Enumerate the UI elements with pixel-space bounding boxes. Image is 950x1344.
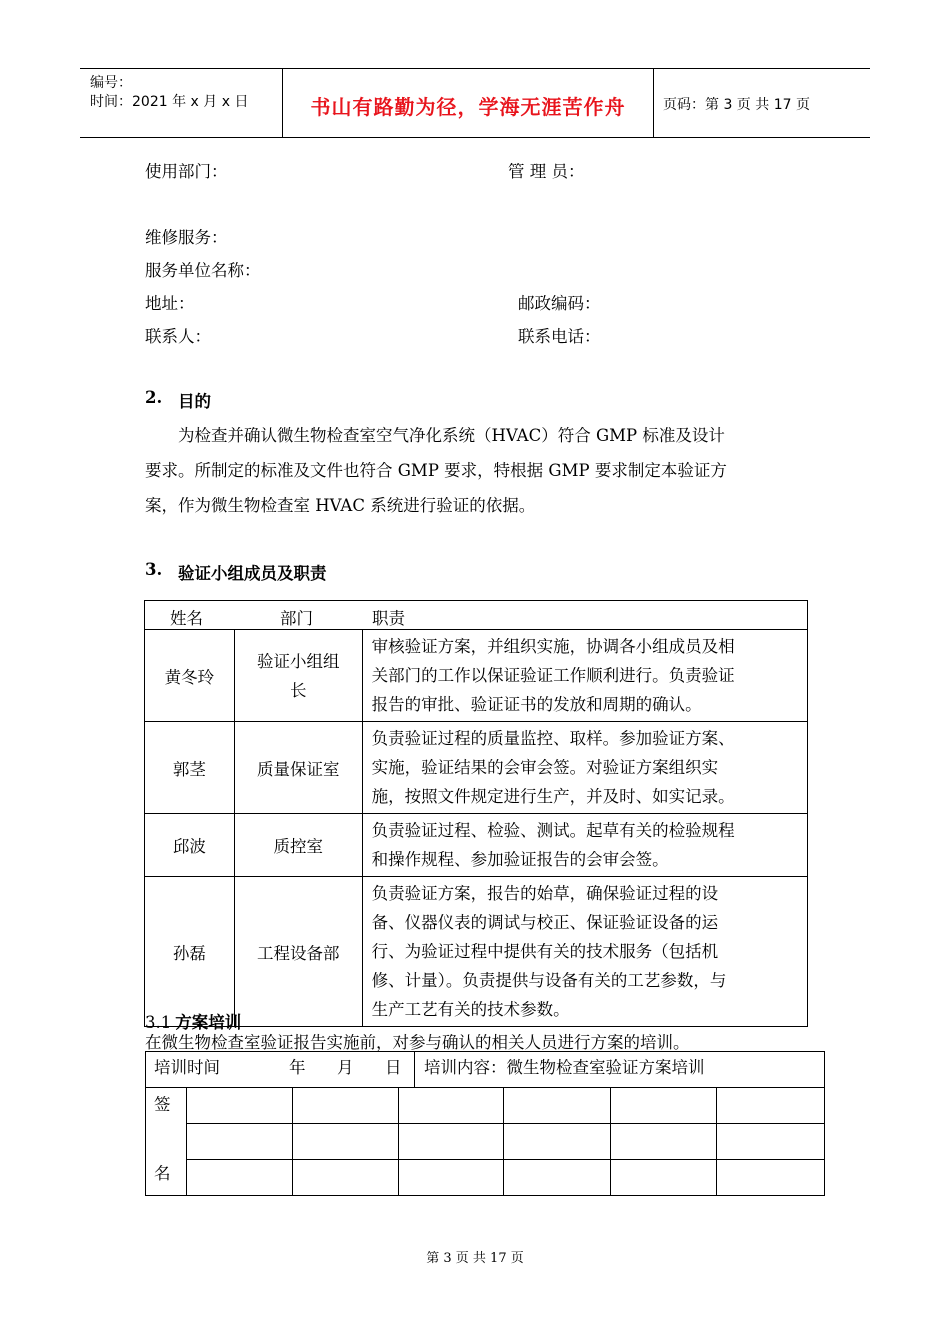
signature-cell[interactable]: [504, 1124, 611, 1160]
signature-cell[interactable]: [186, 1160, 292, 1196]
signature-cell[interactable]: [398, 1124, 504, 1160]
member-dept-line: 验证小组组: [257, 651, 340, 671]
member-dept: 工程设备部: [234, 877, 362, 1027]
page-footer: 第 3 页 共 17 页: [426, 1251, 524, 1266]
signature-cell[interactable]: [292, 1088, 398, 1124]
col-name-header: 姓名: [170, 609, 203, 628]
member-duty: [362, 722, 807, 814]
signature-row: [146, 1160, 825, 1196]
duty-line: 审核验证方案，并组织实施，协调各小组成员及相: [371, 637, 735, 656]
training-table: [145, 1051, 825, 1196]
member-name: 郭茎: [145, 722, 235, 814]
section31-intro: 在微生物检查室验证报告实施前，对参与确认的相关人员进行方案的培训。: [145, 1033, 690, 1052]
duty-line: 行、为验证过程中提供有关的技术服务（包括机: [371, 942, 719, 961]
section31-title: 方案培训: [175, 1013, 242, 1032]
signature-cell[interactable]: [504, 1088, 611, 1124]
col-duty-header: 职责: [372, 609, 405, 628]
member-name: 黄冬玲: [145, 630, 235, 722]
header-motto-cell: [282, 69, 654, 137]
duty-line: 负责验证过程、检验、测试。起草有关的检验规程: [371, 821, 735, 840]
duty-line: 实施，验证结果的会审会签。对验证方案组织实: [371, 758, 719, 777]
section2-heading: 目的: [178, 392, 211, 411]
duty-line: 负责验证过程的质量监控、取样。参加验证方案、: [371, 729, 735, 748]
duty-line: 负责验证方案，报告的始草，确保验证过程的设: [371, 884, 719, 903]
section2-line: 为检查并确认微生物检查室空气净化系统（HVAC）符合 GMP 标准及设计: [178, 426, 725, 445]
section2-line: 要求。所制定的标准及文件也符合 GMP 要求，特根据 GMP 要求制定本验证方: [145, 461, 727, 480]
doc-time-label: 时间：2021 年 x 月 x 日: [90, 94, 249, 110]
training-time-label: 培训时间: [154, 1058, 220, 1077]
section3-heading: 验证小组成员及职责: [178, 564, 327, 583]
signature-cell[interactable]: [292, 1124, 398, 1160]
address-field: 地址：: [145, 294, 195, 313]
team-table-header: [145, 601, 808, 630]
team-table: [144, 600, 808, 1027]
training-header-row: [146, 1052, 825, 1088]
training-month-label: 月: [337, 1058, 354, 1077]
duty-line: 关部门的工作以保证验证工作顺利进行。负责验证: [371, 666, 735, 685]
duty-line: 生产工艺有关的技术参数。: [371, 1000, 570, 1019]
signature-row: [146, 1088, 825, 1124]
training-header-divider: [414, 1052, 415, 1088]
signature-label-top: 签: [154, 1095, 171, 1114]
training-day-label: 日: [385, 1058, 402, 1077]
section31-number: 3.1: [145, 1013, 172, 1032]
table-row: [145, 722, 808, 814]
header-page-label: 页码：第 3 页 共 17 页: [663, 97, 810, 113]
postcode-field: 邮政编码：: [518, 294, 601, 313]
member-dept: 质控室: [234, 814, 362, 877]
service-unit-field: 服务单位名称：: [145, 261, 261, 280]
maintenance-field: 维修服务：: [145, 228, 228, 247]
member-dept: [234, 630, 362, 722]
signature-cell[interactable]: [186, 1124, 292, 1160]
signature-cell[interactable]: [398, 1088, 504, 1124]
doc-number-label: 编号：: [90, 75, 132, 91]
section2-line: 案，作为微生物检查室 HVAC 系统进行验证的依据。: [145, 496, 536, 515]
contact-field: 联系人：: [145, 327, 211, 346]
member-dept-line: 长: [290, 680, 307, 700]
signature-cell[interactable]: [504, 1160, 611, 1196]
col-dept-header: 部门: [280, 609, 313, 628]
duty-line: 备、仪器仪表的调试与校正、保证验证设备的运: [371, 913, 719, 932]
signature-row: [146, 1124, 825, 1160]
table-row: [145, 630, 808, 722]
member-name: 邱波: [145, 814, 235, 877]
signature-cell[interactable]: [611, 1088, 717, 1124]
section2-body: [145, 418, 807, 523]
section3-number: 3.: [145, 560, 163, 579]
training-year-label: 年: [289, 1058, 306, 1077]
signature-cell[interactable]: [398, 1160, 504, 1196]
signature-cell[interactable]: [611, 1160, 717, 1196]
training-content-label: 培训内容：微生物检查室验证方案培训: [424, 1058, 705, 1077]
member-dept: 质量保证室: [234, 722, 362, 814]
manager-field: 管 理 员：: [508, 162, 585, 181]
table-row: [145, 877, 808, 1027]
phone-field: 联系电话：: [518, 327, 601, 346]
signature-cell[interactable]: [717, 1160, 825, 1196]
signature-label-bottom: 名: [154, 1164, 171, 1183]
signature-cell[interactable]: [186, 1088, 292, 1124]
member-name: 孙磊: [145, 877, 235, 1027]
department-field: 使用部门：: [145, 162, 228, 181]
duty-line: 和操作规程、参加验证报告的会审会签。: [371, 850, 669, 869]
signature-label-cell: [146, 1088, 187, 1196]
page-header: [80, 68, 870, 138]
member-duty: [362, 877, 807, 1027]
signature-cell[interactable]: [611, 1124, 717, 1160]
duty-line: 修、计量）。负责提供与设备有关的工艺参数，与: [371, 971, 727, 990]
member-duty: [362, 814, 807, 877]
signature-cell[interactable]: [717, 1124, 825, 1160]
header-motto: 书山有路勤为径，学海无涯苦作舟: [310, 95, 626, 119]
table-row: [145, 814, 808, 877]
duty-line: 报告的审批、验证证书的发放和周期的确认。: [371, 695, 702, 714]
signature-cell[interactable]: [292, 1160, 398, 1196]
header-page-cell: [653, 69, 870, 137]
header-meta: [80, 69, 282, 137]
duty-line: 施，按照文件规定进行生产，并及时、如实记录。: [371, 787, 735, 806]
signature-cell[interactable]: [717, 1088, 825, 1124]
section2-number: 2.: [145, 388, 163, 407]
member-duty: [362, 630, 807, 722]
